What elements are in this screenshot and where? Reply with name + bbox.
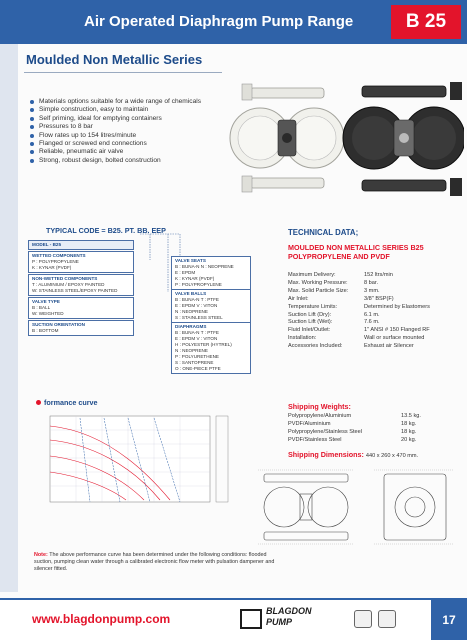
dark-pump-image [343,82,464,196]
performance-curve-chart [20,410,240,520]
non-wetted-components-box: NON-WETTED COMPONENTS T : ALUMINIUM / EPOXY PAINTED W: STAINLESS STEEL/EPOXY PAINTED [28,274,134,296]
logo-mark-icon [240,609,262,629]
right-axis [216,416,228,502]
diaphragms-box: DIAPHRAGMS B : BUNA-N T : PTFE E : EPDM V : VITON H : POLYESTER (HYTREL) N : NEOPRENE P : POLYURETHENE S : SANTOPRENE O : ONE-PIECE PTFE [171,322,251,374]
bullet-icon [30,117,34,121]
valve-type-box: VALVE TYPE B : BALL W: WEIGHTED [28,297,134,319]
spec-row: Max. Working Pressure: 8 bar. [288,279,378,286]
bullet-icon [30,125,34,129]
model-code-badge: B 25 [391,5,461,39]
page-title: Air Operated Diaphragm Pump Range [84,13,354,30]
technical-data-heading: TECHNICAL DATA; [288,228,359,237]
chart-plot-area [50,416,210,502]
feature-item: Reliable, pneumatic air valve [30,148,201,156]
bullet-icon [30,142,34,146]
spec-row: Max. Solid Particle Size: 3 mm. [288,287,380,294]
website-link[interactable]: www.blagdonpump.com [32,612,171,626]
bullet-icon [36,400,41,405]
bullet-icon [30,134,34,138]
spec-row: Accessories Included: Exhaust air Silencer [288,343,414,350]
spec-row: Suction Lift (Dry): 6.1 m. [288,311,380,318]
dimension-drawing [254,466,462,548]
bullet-icon [30,108,34,112]
certification-badge-icon [378,610,396,628]
shipping-weights-heading: Shipping Weights: [288,402,351,411]
spec-row: Maximum Delivery: 152 ltrs/min [288,272,393,278]
shipping-weights [288,413,421,445]
bullet-icon [30,100,34,104]
spec-row: Fluid Inlet/Outlet: 1" ANSI # 150 Flanged RF [288,327,430,334]
spec-row: Installation: Wall or surface mounted [288,335,425,342]
weight-row: Polypropylene/Stainless Steel 18 kg. [288,428,417,435]
page-number: 17 [431,600,467,640]
certification-badge-icon [354,610,372,628]
technical-data-subheading: MOULDED NON METALLIC SERIES B25 POLYPROPYLENE AND PVDF [288,243,424,261]
blagdon-logo: BLAGDON PUMP [240,606,340,632]
page-header [0,0,467,44]
bullet-icon [30,159,34,163]
weight-row: PVDF/Stainless Steel 20 kg. [288,436,417,443]
spec-row: Temperature Limits: Determined by Elastomers [288,303,430,310]
weight-row: Polypropylene/Aluminium 13.5 kg. [288,413,421,419]
bullet-icon [30,150,34,154]
series-subtitle: Moulded Non Metallic Series [26,52,203,67]
divider [24,72,222,73]
performance-curve-heading: formance curve [44,398,98,407]
typical-code-label: TYPICAL CODE = B25. PT. BB. EEP [46,226,166,235]
valve-balls-box: VALVE BALLS B : BUNA-N T : PTFE E : EPDM V : VITON N : NEOPRENE S : STAINLESS STEEL [171,289,251,323]
feature-item: Strong, robust design, bolted construction [30,157,201,165]
pump-product-photo [224,74,464,202]
model-box: MODEL - B25 [28,240,134,250]
suction-orientation-box: SUCTION ORIENTATION B : BOTTOM [28,320,134,336]
technical-specs [288,272,430,351]
feature-item: Flanged or screwed end connections [30,140,201,148]
valve-seats-box: VALVE SEATS B : BUNA-N N : NEOPRENE E : EPDM K : KYNAR (PVDF) P : POLYPROPYLENE [171,256,251,290]
spec-row: Suction Lift (Wet): 7.6 m. [288,319,380,326]
wetted-components-box: WETTED COMPONENTS P : POLYPROPYLENE K : KYNAR (PVDF) [28,251,134,273]
left-sidebar-band [0,44,18,592]
weight-row: PVDF/Aluminium 18 kg. [288,420,417,427]
feature-item: Pressures to 8 bar [30,123,201,131]
performance-note: Note: The above performance curve has been determined under the following conditions: flooded suction, pumping clean water through a calibrated electronic flow meter with pulsation dampener and silencer fitted. [34,552,275,572]
white-pump-image [230,84,344,192]
page-footer [0,598,467,640]
feature-list [30,98,201,165]
feature-item: Materials options suitable for a wide range of chemicals [30,98,201,106]
shipping-dimensions: Shipping Dimensions: 440 x 260 x 470 mm. [288,450,419,459]
feature-item: Self priming, ideal for emptying containers [30,115,201,123]
feature-item: Simple construction, easy to maintain [30,106,201,114]
spec-row: Air Inlet: 3/8" BSP(F) [288,295,394,302]
feature-item: Flow rates up to 154 litres/minute [30,132,201,140]
